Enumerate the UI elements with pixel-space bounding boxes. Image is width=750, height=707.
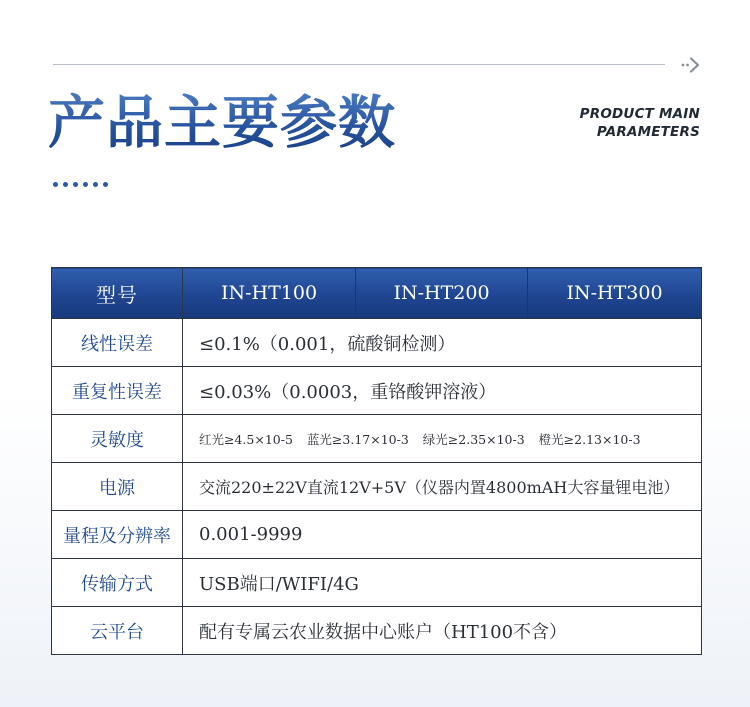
table-row-repeatability <box>52 367 702 415</box>
top-divider <box>53 64 665 65</box>
row-value <box>183 415 702 463</box>
decorative-dots <box>53 182 108 187</box>
row-label: 传输方式 <box>52 559 183 607</box>
row-label: 重复性误差 <box>52 367 183 415</box>
table-row-transmission <box>52 559 702 607</box>
header-model-1: IN-HT100 <box>183 268 356 319</box>
row-value: 配有专属云农业数据中心账户（HT100不含） <box>183 607 702 655</box>
sensitivity-red: 红光≥4.5×10-5 <box>199 431 293 447</box>
row-label: 灵敏度 <box>52 415 183 463</box>
subtitle-line-1: PRODUCT MAIN <box>579 106 700 122</box>
row-label: 电源 <box>52 463 183 511</box>
row-value: ≤0.1%（0.001，硫酸铜检测） <box>183 319 702 367</box>
row-label: 量程及分辨率 <box>52 511 183 559</box>
sensitivity-green: 绿光≥2.35×10-3 <box>422 431 525 447</box>
table-row-cloud <box>52 607 702 655</box>
dot <box>93 182 98 187</box>
dot <box>53 182 58 187</box>
page-subtitle <box>580 106 700 141</box>
table-row-power <box>52 463 702 511</box>
row-value: USB端口/WIFI/4G <box>183 559 702 607</box>
dot <box>103 182 108 187</box>
table-row-range <box>52 511 702 559</box>
row-value: 交流220±22V直流12V+5V（仪器内置4800mAH大容量锂电池） <box>183 463 702 511</box>
header-model-2: IN-HT200 <box>356 268 528 319</box>
row-value: 0.001-9999 <box>183 511 702 559</box>
chevron-right-icon <box>680 56 704 74</box>
table-row-sensitivity <box>52 415 702 463</box>
page-title: 产品主要参数 <box>48 90 396 156</box>
row-value: ≤0.03%（0.0003，重铬酸钾溶液） <box>183 367 702 415</box>
parameter-table <box>51 267 702 655</box>
dot <box>63 182 68 187</box>
header-label-cell: 型号 <box>52 268 183 319</box>
dot <box>73 182 78 187</box>
table-header-row <box>52 268 702 319</box>
subtitle-line-2: PARAMETERS <box>596 123 700 140</box>
sensitivity-orange: 橙光≥2.13×10-3 <box>538 431 641 447</box>
row-label: 云平台 <box>52 607 183 655</box>
dot <box>83 182 88 187</box>
header-model-3: IN-HT300 <box>528 268 702 319</box>
row-label: 线性误差 <box>52 319 183 367</box>
table-row-linear-error <box>52 319 702 367</box>
sensitivity-blue: 蓝光≥3.17×10-3 <box>306 431 409 447</box>
